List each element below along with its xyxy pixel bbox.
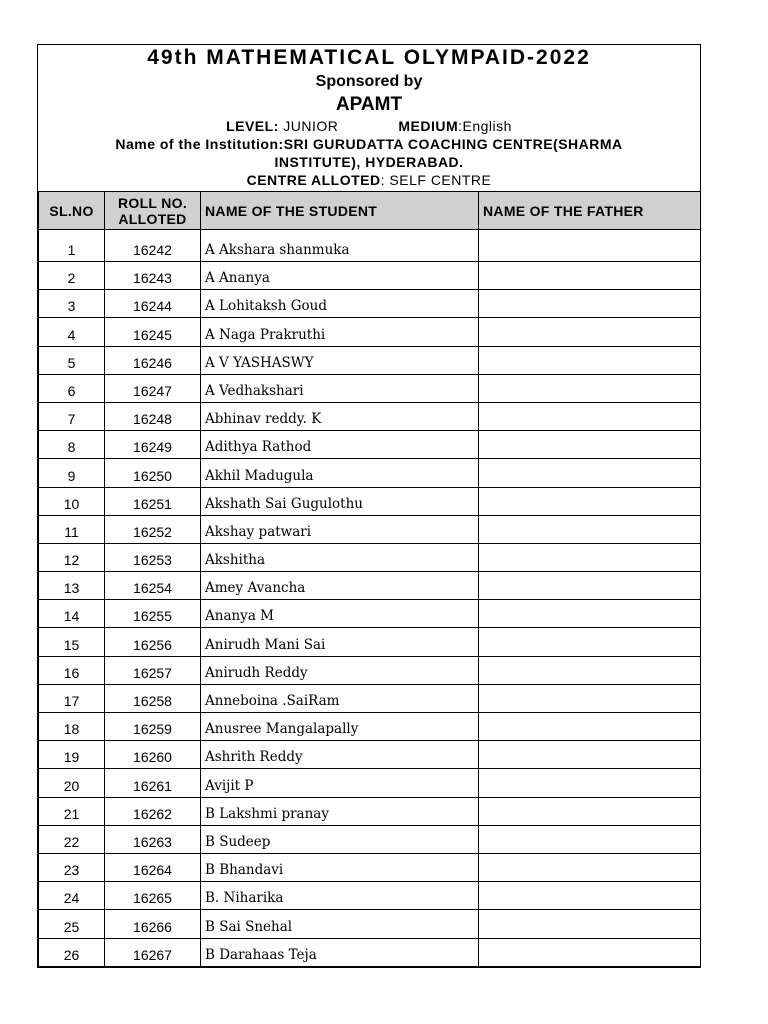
medium-value: :English bbox=[458, 118, 512, 134]
row-father-name bbox=[479, 515, 701, 543]
table-header-row bbox=[39, 192, 701, 230]
row-father-name bbox=[479, 487, 701, 515]
row-father-name bbox=[479, 713, 701, 741]
row-sl-number: 19 bbox=[39, 741, 105, 769]
row-student-name: Adithya Rathod bbox=[201, 431, 479, 459]
row-sl-number: 5 bbox=[39, 346, 105, 374]
row-father-name bbox=[479, 684, 701, 712]
row-roll-number: 16249 bbox=[105, 431, 201, 459]
row-roll-number: 16267 bbox=[105, 938, 201, 966]
row-roll-number: 16263 bbox=[105, 825, 201, 853]
row-student-name: Amey Avancha bbox=[201, 572, 479, 600]
row-father-name bbox=[479, 543, 701, 571]
row-father-name bbox=[479, 825, 701, 853]
row-sl-number: 2 bbox=[39, 262, 105, 290]
table-row bbox=[39, 600, 701, 628]
document-header bbox=[38, 45, 700, 191]
row-father-name bbox=[479, 656, 701, 684]
document-title: 49th MATHEMATICAL OLYMPAID-2022 bbox=[147, 46, 591, 69]
medium-label: MEDIUM bbox=[398, 118, 459, 134]
table-row bbox=[39, 628, 701, 656]
row-student-name: B. Niharika bbox=[201, 882, 479, 910]
row-father-name bbox=[479, 374, 701, 402]
row-father-name bbox=[479, 230, 701, 262]
row-student-name: Akhil Madugula bbox=[201, 459, 479, 487]
row-father-name bbox=[479, 459, 701, 487]
centre-value: : SELF CENTRE bbox=[380, 172, 492, 188]
row-father-name bbox=[479, 769, 701, 797]
row-roll-number: 16264 bbox=[105, 853, 201, 881]
row-student-name: Akshath Sai Gugulothu bbox=[201, 487, 479, 515]
row-student-name: A Vedhakshari bbox=[201, 374, 479, 402]
row-roll-number: 16246 bbox=[105, 346, 201, 374]
row-roll-number: 16265 bbox=[105, 882, 201, 910]
row-sl-number: 23 bbox=[39, 853, 105, 881]
level-value: JUNIOR bbox=[278, 118, 339, 134]
institution-line bbox=[38, 135, 700, 153]
table-row bbox=[39, 402, 701, 430]
row-roll-number: 16257 bbox=[105, 656, 201, 684]
level-label: LEVEL: bbox=[226, 118, 279, 134]
row-roll-number: 16256 bbox=[105, 628, 201, 656]
row-sl-number: 3 bbox=[39, 290, 105, 318]
table-row bbox=[39, 374, 701, 402]
row-sl-number: 22 bbox=[39, 825, 105, 853]
row-roll-number: 16254 bbox=[105, 572, 201, 600]
column-header-student: NAME OF THE STUDENT bbox=[201, 192, 479, 230]
row-sl-number: 18 bbox=[39, 713, 105, 741]
row-roll-number: 16248 bbox=[105, 402, 201, 430]
row-sl-number: 1 bbox=[39, 230, 105, 262]
row-sl-number: 15 bbox=[39, 628, 105, 656]
row-father-name bbox=[479, 290, 701, 318]
centre-label: CENTRE ALLOTED bbox=[246, 172, 381, 188]
centre-line bbox=[38, 171, 700, 189]
table-row bbox=[39, 515, 701, 543]
table-row bbox=[39, 431, 701, 459]
row-roll-number: 16244 bbox=[105, 290, 201, 318]
table-row bbox=[39, 572, 701, 600]
table-row bbox=[39, 741, 701, 769]
row-sl-number: 10 bbox=[39, 487, 105, 515]
table-row bbox=[39, 938, 701, 966]
row-student-name: Ananya M bbox=[201, 600, 479, 628]
row-student-name: A Ananya bbox=[201, 262, 479, 290]
row-roll-number: 16261 bbox=[105, 769, 201, 797]
row-student-name: A Lohitaksh Goud bbox=[201, 290, 479, 318]
row-father-name bbox=[479, 402, 701, 430]
table-row bbox=[39, 713, 701, 741]
institution-value-line2: INSTITUTE), HYDERABAD. bbox=[274, 154, 464, 170]
row-sl-number: 14 bbox=[39, 600, 105, 628]
table-row bbox=[39, 910, 701, 938]
table-row bbox=[39, 459, 701, 487]
level-medium-line bbox=[38, 117, 700, 135]
row-sl-number: 21 bbox=[39, 797, 105, 825]
row-sl-number: 6 bbox=[39, 374, 105, 402]
student-table bbox=[38, 191, 701, 967]
column-header-slno: SL.NO bbox=[39, 192, 105, 230]
table-row bbox=[39, 825, 701, 853]
row-student-name: Anusree Mangalapally bbox=[201, 713, 479, 741]
row-father-name bbox=[479, 741, 701, 769]
institution-value-line1: SRI GURUDATTA COACHING CENTRE(SHARMA bbox=[283, 136, 623, 152]
table-row bbox=[39, 882, 701, 910]
row-roll-number: 16259 bbox=[105, 713, 201, 741]
row-roll-number: 16253 bbox=[105, 543, 201, 571]
row-sl-number: 24 bbox=[39, 882, 105, 910]
row-sl-number: 26 bbox=[39, 938, 105, 966]
row-father-name bbox=[479, 628, 701, 656]
row-sl-number: 9 bbox=[39, 459, 105, 487]
row-roll-number: 16252 bbox=[105, 515, 201, 543]
row-sl-number: 7 bbox=[39, 402, 105, 430]
table-row bbox=[39, 346, 701, 374]
row-father-name bbox=[479, 882, 701, 910]
row-student-name: B Sai Snehal bbox=[201, 910, 479, 938]
row-student-name: B Lakshmi pranay bbox=[201, 797, 479, 825]
row-student-name: B Sudeep bbox=[201, 825, 479, 853]
row-roll-number: 16243 bbox=[105, 262, 201, 290]
row-father-name bbox=[479, 600, 701, 628]
table-row bbox=[39, 290, 701, 318]
row-father-name bbox=[479, 910, 701, 938]
sponsored-label: Sponsored by bbox=[315, 73, 423, 90]
row-roll-number: 16247 bbox=[105, 374, 201, 402]
row-father-name bbox=[479, 431, 701, 459]
table-row bbox=[39, 684, 701, 712]
table-row bbox=[39, 230, 701, 262]
institution-label: Name of the Institution: bbox=[115, 136, 284, 152]
table-row bbox=[39, 487, 701, 515]
row-sl-number: 8 bbox=[39, 431, 105, 459]
table-row bbox=[39, 797, 701, 825]
row-student-name: Anneboina .SaiRam bbox=[201, 684, 479, 712]
table-row bbox=[39, 769, 701, 797]
row-sl-number: 4 bbox=[39, 318, 105, 346]
institution-line-2 bbox=[38, 153, 700, 171]
row-student-name: A Akshara shanmuka bbox=[201, 230, 479, 262]
row-sl-number: 20 bbox=[39, 769, 105, 797]
row-father-name bbox=[479, 262, 701, 290]
table-row bbox=[39, 656, 701, 684]
row-sl-number: 17 bbox=[39, 684, 105, 712]
row-father-name bbox=[479, 853, 701, 881]
row-student-name: A Naga Prakruthi bbox=[201, 318, 479, 346]
row-roll-number: 16266 bbox=[105, 910, 201, 938]
table-row bbox=[39, 262, 701, 290]
row-roll-number: 16242 bbox=[105, 230, 201, 262]
sponsor-name: APAMT bbox=[335, 94, 403, 115]
column-header-father: NAME OF THE FATHER bbox=[479, 192, 701, 230]
row-father-name bbox=[479, 346, 701, 374]
row-father-name bbox=[479, 572, 701, 600]
row-sl-number: 13 bbox=[39, 572, 105, 600]
row-student-name: Avijit P bbox=[201, 769, 479, 797]
row-student-name: Ashrith Reddy bbox=[201, 741, 479, 769]
row-roll-number: 16245 bbox=[105, 318, 201, 346]
row-student-name: Akshitha bbox=[201, 543, 479, 571]
row-student-name: B Darahaas Teja bbox=[201, 938, 479, 966]
table-row bbox=[39, 318, 701, 346]
row-student-name: A V YASHASWY bbox=[201, 346, 479, 374]
row-student-name: Akshay patwari bbox=[201, 515, 479, 543]
column-header-roll: ROLL NO. ALLOTED bbox=[105, 192, 201, 230]
row-sl-number: 25 bbox=[39, 910, 105, 938]
row-roll-number: 16262 bbox=[105, 797, 201, 825]
row-sl-number: 11 bbox=[39, 515, 105, 543]
results-sheet bbox=[37, 44, 701, 968]
row-father-name bbox=[479, 797, 701, 825]
row-roll-number: 16250 bbox=[105, 459, 201, 487]
row-student-name: Anirudh Mani Sai bbox=[201, 628, 479, 656]
table-body bbox=[39, 230, 701, 967]
row-roll-number: 16260 bbox=[105, 741, 201, 769]
table-row bbox=[39, 543, 701, 571]
row-student-name: Anirudh Reddy bbox=[201, 656, 479, 684]
row-sl-number: 12 bbox=[39, 543, 105, 571]
row-roll-number: 16255 bbox=[105, 600, 201, 628]
row-student-name: B Bhandavi bbox=[201, 853, 479, 881]
table-row bbox=[39, 853, 701, 881]
row-roll-number: 16258 bbox=[105, 684, 201, 712]
row-roll-number: 16251 bbox=[105, 487, 201, 515]
row-father-name bbox=[479, 318, 701, 346]
row-student-name: Abhinav reddy. K bbox=[201, 402, 479, 430]
row-father-name bbox=[479, 938, 701, 966]
row-sl-number: 16 bbox=[39, 656, 105, 684]
